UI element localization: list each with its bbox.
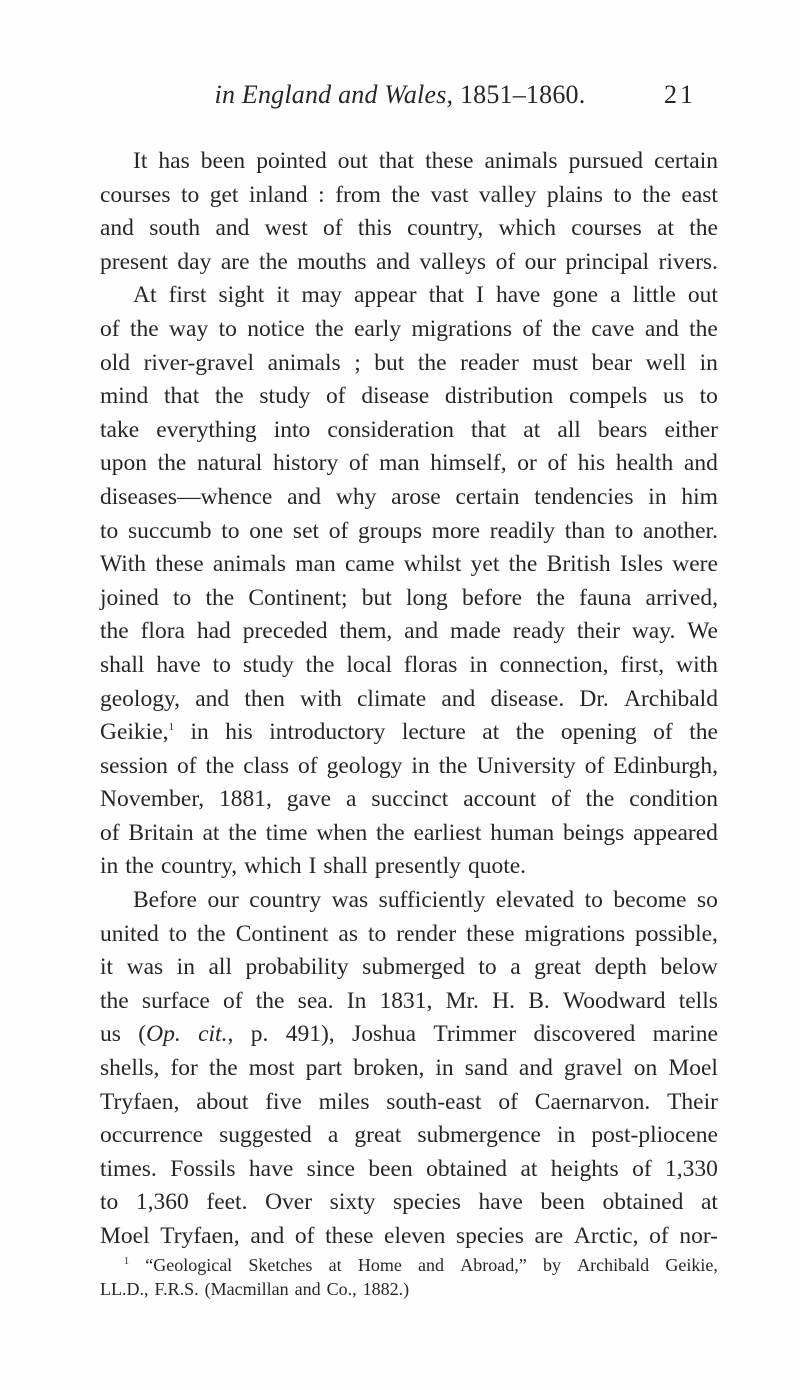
- text-line: diseases—whence and why arose certain tendencies in him: [100, 483, 718, 510]
- text-line: to 1,360 feet. Over sixty species have been obtained at: [100, 1189, 718, 1216]
- text-line: shall have to study the local floras in connection, first, with: [100, 651, 718, 678]
- text-line: Moel Tryfaen, and of these eleven species are Arctic, of nor-: [100, 1223, 718, 1249]
- text-line: the surface of the sea. In 1831, Mr. H. B. Woodward tells: [100, 987, 718, 1014]
- text-line: take everything into consideration that at all bears either: [100, 416, 718, 443]
- text-line: it was in all probability submerged to a great depth below: [100, 954, 718, 981]
- page-number: 21: [664, 80, 696, 109]
- text-line: upon the natural history of man himself, or of his health and: [100, 450, 718, 477]
- text-line: With these animals man came whilst yet the British Isles were: [100, 551, 718, 578]
- text-line: joined to the Continent; but long before the fauna arrived,: [100, 584, 718, 611]
- text-line: shells, for the most part broken, in sand and gravel on Moel: [100, 1055, 718, 1082]
- running-head-years: 1851–1860.: [459, 80, 586, 109]
- text-line: Tryfaen, about five miles south-east of Caernarvon. Their: [100, 1088, 718, 1115]
- footnotes: [100, 1253, 718, 1301]
- text-line: of Britain at the time when the earliest human beings appeared: [100, 819, 718, 846]
- running-head: [0, 78, 800, 118]
- text-line: mind that the study of disease distribution compels us to: [100, 383, 718, 410]
- text-line: united to the Continent as to render these migrations possible,: [100, 920, 718, 947]
- text-line: Before our country was sufficiently elevated to become so: [133, 887, 718, 914]
- text-line: to succumb to one set of groups more readily than to another.: [100, 517, 718, 544]
- text-line: At first sight it may appear that I have gone a little out: [133, 282, 718, 309]
- text-line: old river-gravel animals ; but the reader must bear well in: [100, 349, 718, 376]
- text-line: session of the class of geology in the University of Edinburgh,: [100, 752, 718, 779]
- text-line: us (Op. cit., p. 491), Joshua Trimmer discovered marine: [100, 1021, 718, 1048]
- text-line: courses to get inland : from the vast valley plains to the east: [100, 181, 718, 208]
- text-line: geology, and then with climate and disease. Dr. Archibald: [100, 685, 718, 712]
- running-head-prefix: in England and Wales,: [214, 80, 454, 109]
- text-line: occurrence suggested a great submergence in post-pliocene: [100, 1122, 718, 1149]
- text-line: present day are the mouths and valleys of our principal rivers.: [100, 248, 718, 275]
- text-line: It has been pointed out that these animals pursued certain: [133, 148, 718, 174]
- body-text: [100, 145, 718, 1254]
- text-line: November, 1881, gave a succinct account of the condition: [100, 786, 718, 813]
- footnote-line: $^1$ “Geological Sketches at Home and Abroad,” by Archibald Geikie,: [124, 1255, 718, 1275]
- text-line: in the country, which I shall presently quote.: [100, 853, 527, 880]
- text-line: times. Fossils have since been obtained at heights of 1,330: [100, 1155, 718, 1182]
- text-line: and south and west of this country, which courses at the: [100, 215, 718, 242]
- text-line: the flora had preceded them, and made ready their way. We: [100, 618, 718, 645]
- text-line: Geikie,$^1$ in his introductory lecture at the opening of the: [100, 719, 718, 746]
- text-line: of the way to notice the early migrations of the cave and the: [100, 315, 718, 342]
- footnote-line: LL.D., F.R.S. (Macmillan and Co., 1882.): [100, 1279, 410, 1299]
